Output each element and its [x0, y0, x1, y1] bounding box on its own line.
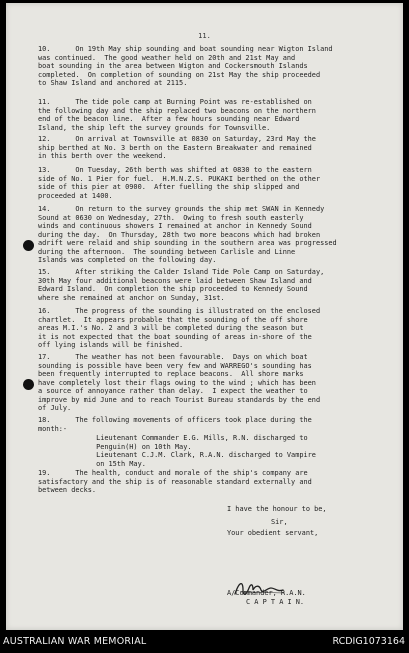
- signatory-rank: A/Commander, R.A.N.: [227, 589, 306, 597]
- record-id: RCDIG1073164: [332, 636, 405, 647]
- paragraph-12: 12. On arrival at Townsville at 0830 on Saturday, 23rd May the ship berthed at No. 3 berth on the Eastern Breakwater and remained in this berth over the weekend.: [38, 135, 316, 161]
- paragraph-19: 19. The health, conduct and morale of the ship's company are satisfactory and the ship is of reasonable standard externally and between decks.: [38, 469, 312, 495]
- paragraph-10: 10. On 19th May ship sounding and boat sounding near Wigton Island was continued. The good weather held on 20th and 21st May and boat sounding in the area between Wigton and Cockersmouth Islands completed. On completion of sounding on 21st May the ship proceeded to Shaw Island and anchored at 2115.: [38, 45, 333, 88]
- archive-name: AUSTRALIAN WAR MEMORIAL: [3, 636, 147, 647]
- officer-movements: Lieutenant Commander E.G. Mills, R.N. discharged to Penguin(H) on 10th May. Lieutenant C.J.M. Clark, R.A.N. discharged to Vampire on 15th May.: [96, 434, 316, 468]
- signatory-title: C A P T A I N.: [246, 598, 305, 606]
- paragraph-15: 15. After striking the Calder Island Tide Pole Camp on Saturday, 30th May four additional beacons were laid between Shaw Island and Edward Island. On completion the ship proceeded to Kennedy Sound where she remained at anchor on Sunday, 31st.: [38, 268, 325, 302]
- closing-sir: Sir,: [271, 518, 288, 526]
- closing-servant: Your obedient servant,: [227, 529, 319, 537]
- punch-hole-bottom: [23, 379, 34, 390]
- paragraph-18: 18. The following movements of officers took place during the month:-: [38, 416, 312, 433]
- punch-hole-top: [23, 240, 34, 251]
- paragraph-17: 17. The weather has not been favourable. Days on which boat sounding is possible have been very few and WARREGO's sounding has been frequently interrupted to replace beacons. All shore marks have completely lost their flags owing to the wind ; which has been a source of annoyance rather than delay. I expect the weather to improve by mid June and to reach Tourist Bureau standards by the end of July.: [38, 353, 321, 413]
- document-page: [6, 3, 403, 630]
- closing-honour: I have the honour to be,: [227, 505, 327, 513]
- paragraph-11: 11. The tide pole camp at Burning Point was re-established on the following day and the ship replaced two beacons on the northern end of the beacon line. After a few hours sounding near Edward Island, the ship left the survey grounds for Townsville.: [38, 98, 316, 132]
- paragraph-14: 14. On return to the survey grounds the ship met SWAN in Kennedy Sound at 0630 on Wednesday, 27th. Owing to fresh south easterly winds and continuous showers I remained at anchor in Kennedy Sound during the day. On Thursday, 28th two more beacons which had broken adrift were relaid and ship sounding in the southern area was progressed during the afternoon. The sounding between Carlisle and Linne Islands was completed on the following day.: [38, 205, 337, 265]
- paragraph-13: 13. On Tuesday, 26th berth was shifted at 0830 to the eastern side of No. 1 Pier for fuel. H.M.N.Z.S. PUKAKI berthed on the other side of this pier at 0900. After fuelling the ship slipped and proceeded at 1400.: [38, 166, 321, 200]
- paragraph-16: 16. The progress of the sounding is illustrated on the enclosed chartlet. It appears probable that the sounding of the off shore areas M.I.'s No. 2 and 3 will be completed during the season but it is not expected that the boat sounding of areas in-shore of the off lying islands will be finished.: [38, 307, 321, 350]
- archive-footer: [0, 632, 409, 653]
- page-number: 11.: [198, 32, 211, 40]
